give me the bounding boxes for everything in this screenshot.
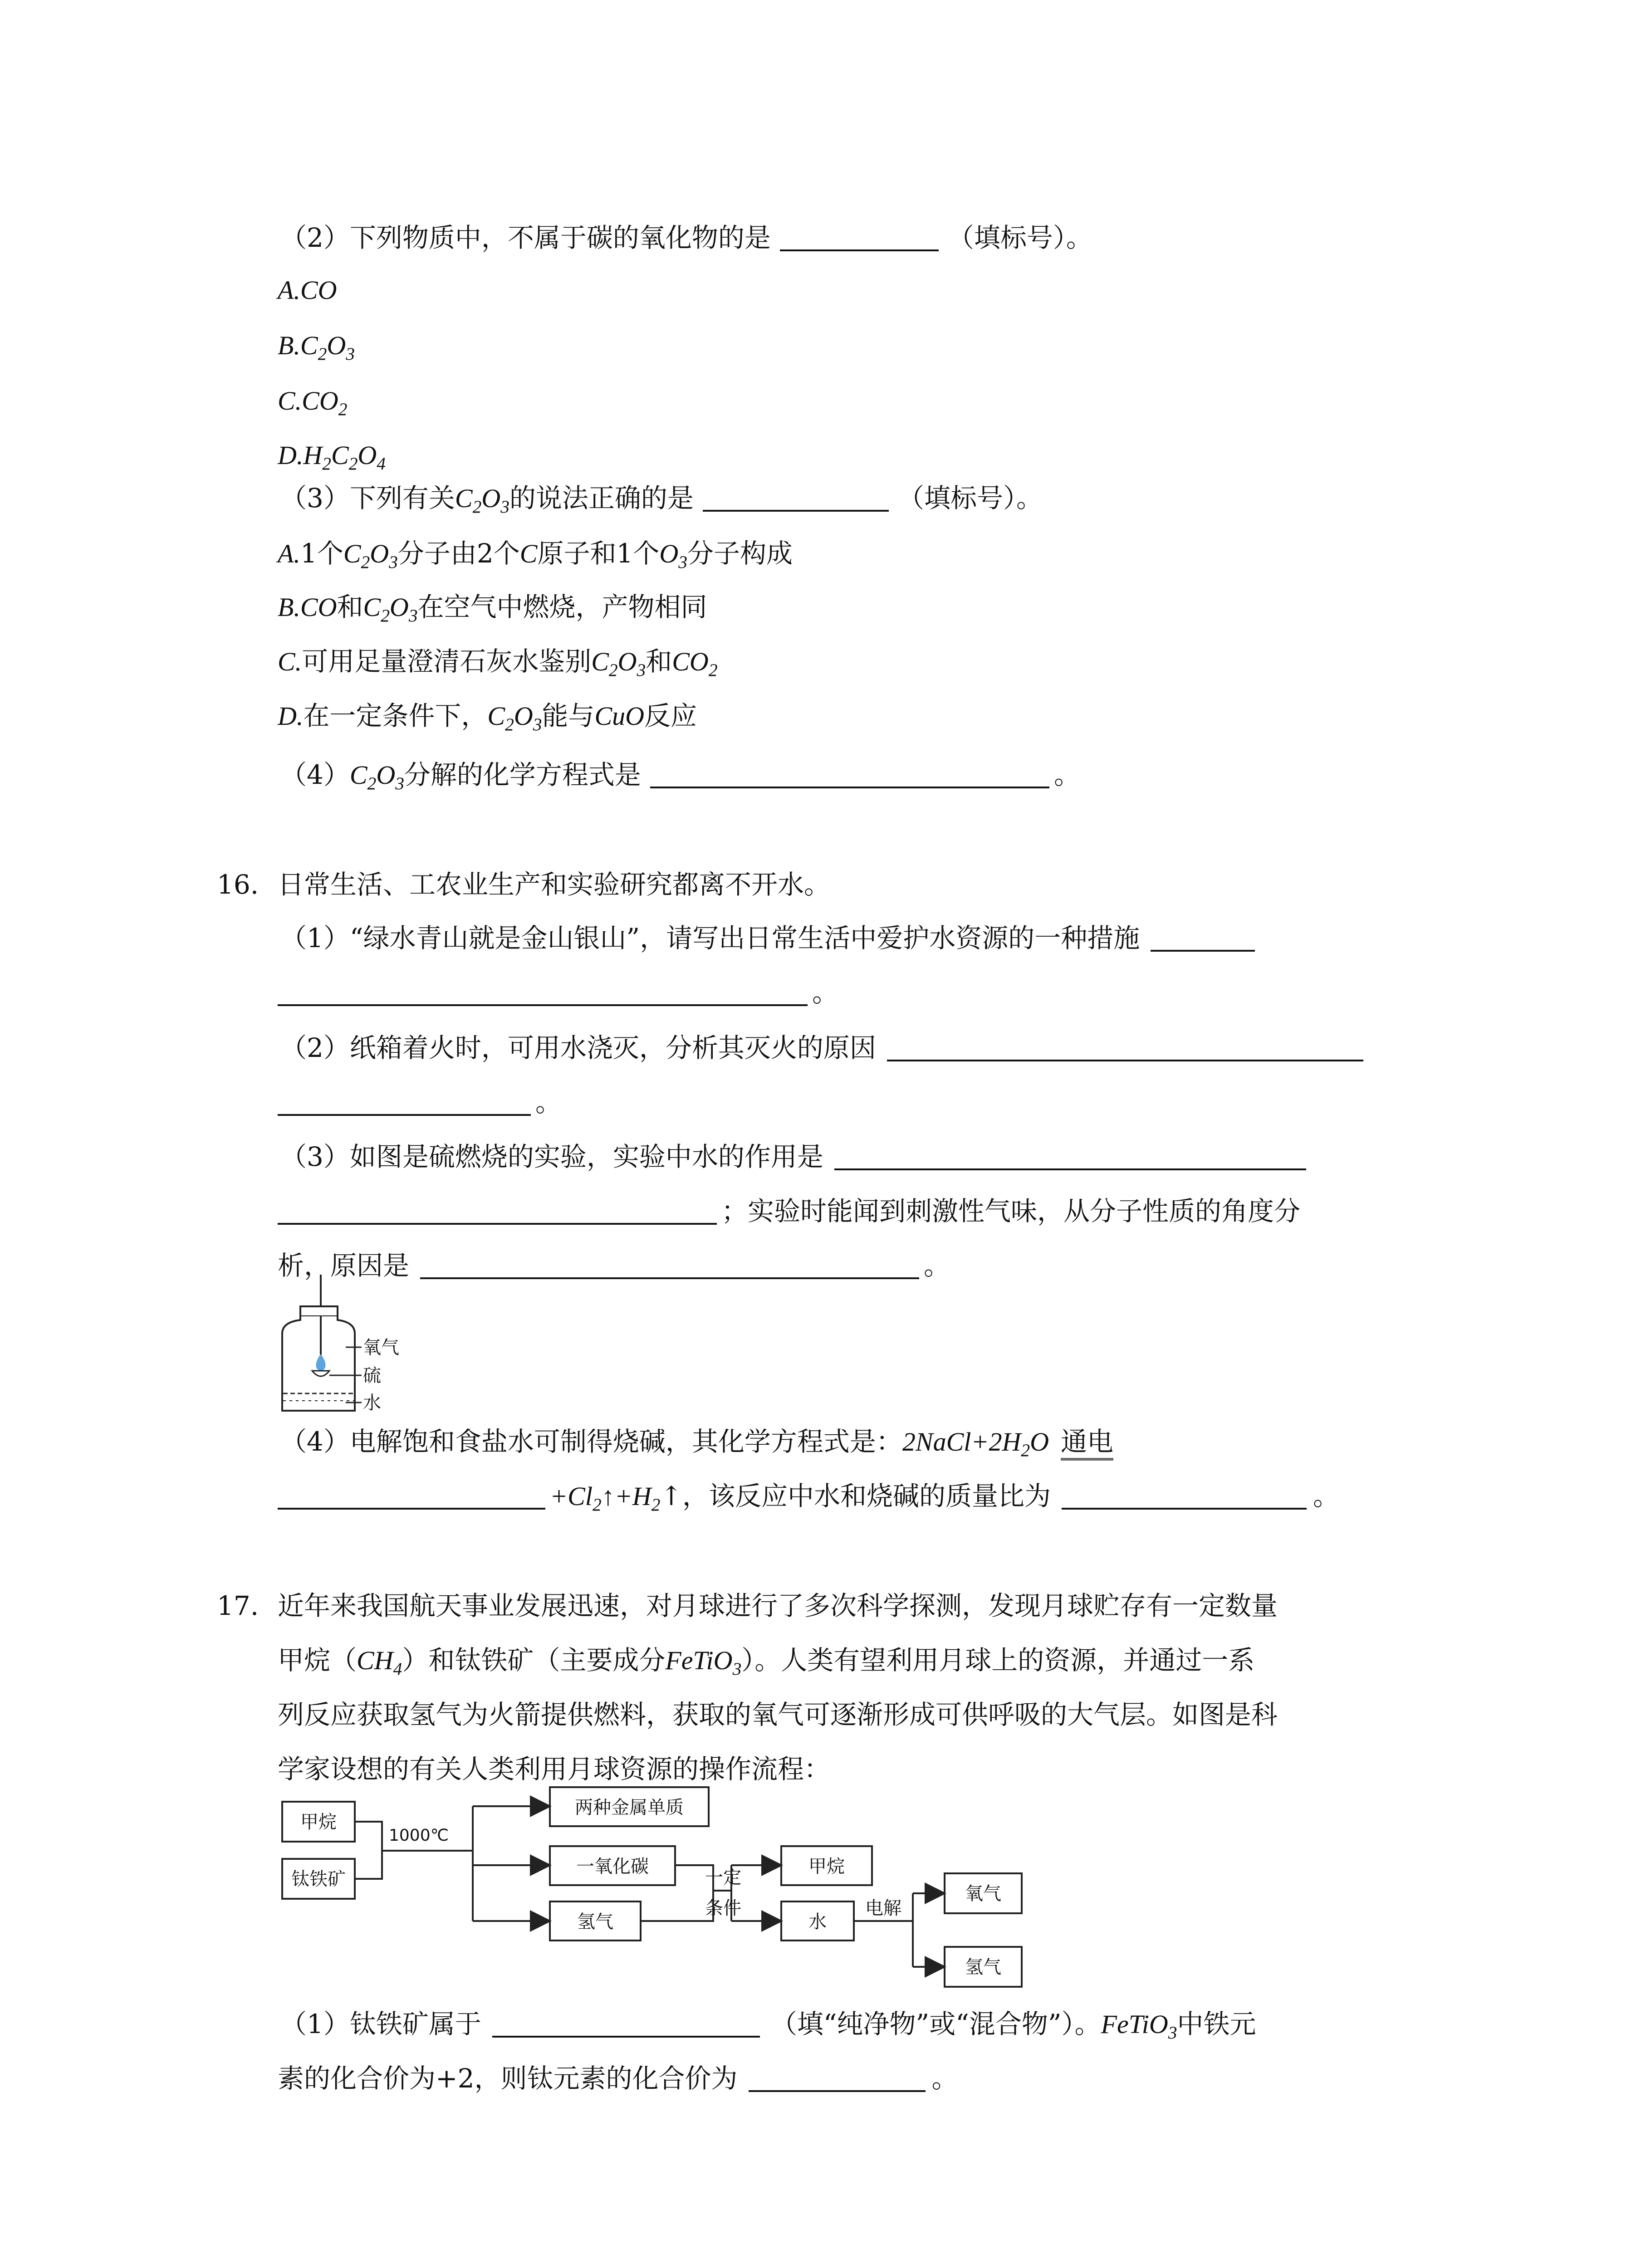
label-co: 一氧化碳	[576, 1856, 649, 1877]
q16-part2-line1	[280, 1030, 1363, 1066]
subscript: 2	[318, 343, 327, 364]
answer-blank[interactable]	[420, 1251, 919, 1279]
text: （3）如图是硫燃烧的实验，实验中水的作用是	[280, 1141, 823, 1172]
text: 。	[812, 977, 839, 1008]
text: 原子和1个	[537, 538, 660, 569]
text: 能与	[542, 700, 595, 731]
subscript: 2	[348, 453, 358, 474]
q15-part2-stem: （2）下列物质中，不属于碳的氧化物的是	[280, 222, 771, 253]
text: 反应	[644, 700, 697, 731]
subscript: 2	[338, 399, 348, 419]
text: 2NaCl+2H	[902, 1427, 1021, 1457]
text: 1个	[300, 538, 343, 569]
subscript: 3	[346, 343, 355, 364]
label-water: 水	[808, 1911, 827, 1932]
answer-blank[interactable]	[278, 1481, 545, 1510]
text: O	[1030, 1427, 1049, 1457]
text: C	[331, 440, 349, 470]
subscript: 4	[393, 1658, 402, 1679]
q15-option-c	[278, 383, 347, 419]
text: （4）	[280, 759, 350, 790]
answer-blank[interactable]	[650, 760, 1049, 788]
q16-number: 16.	[217, 869, 259, 900]
text: 。	[1053, 759, 1080, 790]
answer-blank[interactable]	[278, 978, 808, 1006]
subscript: 2	[1021, 1440, 1030, 1460]
text: 和	[646, 646, 672, 677]
label-sulfur: 硫	[363, 1365, 381, 1386]
text: 。	[1313, 1481, 1340, 1511]
answer-blank[interactable]	[278, 1088, 531, 1116]
text: C.	[278, 647, 302, 676]
label-methane-2: 甲烷	[808, 1856, 845, 1877]
q17-line2	[278, 1642, 1254, 1678]
text: （2）纸箱着火时，可用水浇灭，分析其灭火的原因	[280, 1032, 876, 1063]
text: FeTiO	[665, 1646, 733, 1675]
text: 析，原因是	[278, 1250, 410, 1281]
text: O	[358, 440, 377, 470]
text: C.CO	[278, 386, 338, 415]
text: D.H	[278, 440, 323, 470]
answer-blank[interactable]	[703, 484, 889, 512]
text: ↑+H	[601, 1481, 652, 1511]
q17-line3: 列反应获取氢气为火箭提供燃料，获取的氧气可逐渐形成可供呼吸的大气层。如图是科	[278, 1699, 1278, 1730]
text: 甲烷（	[278, 1645, 357, 1676]
q15-option-b	[278, 327, 355, 364]
formula-c2o3: $C_2O_3$	[591, 647, 646, 680]
text: ↑，该反应中水和烧碱的质量比为	[660, 1481, 1051, 1511]
answer-blank[interactable]	[278, 1197, 717, 1225]
subscript: 4	[377, 453, 386, 474]
q15-part3-option-d	[278, 698, 697, 734]
text: 。	[931, 2063, 958, 2094]
label-water: 水	[363, 1393, 381, 1413]
q17-line4: 学家设想的有关人类利用月球资源的操作流程：	[278, 1754, 831, 1784]
label-methane: 甲烷	[300, 1812, 337, 1833]
text: FeTiO	[1101, 2009, 1168, 2039]
formula-fetio3	[1101, 2009, 1177, 2043]
subscript: 2	[651, 1494, 661, 1515]
text: （1）钛铁矿属于	[280, 2009, 481, 2039]
q15-part3-option-c	[278, 643, 718, 679]
text: 和	[337, 591, 363, 622]
text: ）和钛铁矿（主要成分	[402, 1645, 666, 1676]
text: 分子构成	[687, 538, 793, 569]
subscript: 2	[322, 453, 331, 474]
formula-c: C	[519, 539, 538, 568]
formula-c2o3: $C_2O_3$	[349, 760, 404, 793]
text: D.	[278, 701, 304, 731]
text: 中铁元	[1177, 2009, 1256, 2039]
text: （填标号）。	[897, 483, 1043, 513]
formula-c2o3: $C_2O_3$	[455, 484, 509, 517]
label-metals: 两种金属单质	[575, 1797, 684, 1818]
label-condition-1: 一定	[705, 1867, 741, 1888]
q16-part1-line2	[278, 974, 838, 1011]
answer-blank[interactable]	[1151, 924, 1255, 952]
q17-part1-line1	[280, 2006, 1256, 2042]
q17-part1-line2	[278, 2060, 958, 2097]
text: 。	[924, 1250, 950, 1281]
text: ）。人类有望利用月球上的资源，并通过一系	[741, 1645, 1255, 1676]
label-oxygen: 氧气	[363, 1337, 399, 1358]
label-condition-2: 条件	[705, 1898, 741, 1919]
formula-c2o3: $C_2O_3$	[487, 701, 542, 734]
subscript: 2	[592, 1494, 602, 1515]
q15-part2-tail: （填标号）。	[947, 222, 1092, 253]
equation-left	[902, 1427, 1049, 1460]
text: 在一定条件下，	[303, 700, 488, 731]
text: 分解的化学方程式是	[404, 759, 641, 790]
q15-part4-line	[280, 757, 1080, 793]
q15-part3-option-b	[278, 589, 707, 625]
q16-part2-line2	[278, 1084, 562, 1120]
q17-line1: 近年来我国航天事业发展迅速，对月球进行了多次科学探测，发现月球贮存有一定数量	[278, 1590, 1278, 1621]
label-hydrogen-2: 氢气	[965, 1957, 1001, 1978]
text: B.C	[278, 331, 318, 360]
text: B.CO	[278, 592, 337, 622]
formula-c2o3: $C_2O_3$	[363, 592, 418, 626]
formula-fetio3	[665, 1646, 742, 1679]
label-ilmenite: 钛铁矿	[291, 1869, 346, 1890]
q16-stem: 日常生活、工农业生产和实验研究都离不开水。	[278, 869, 831, 900]
q17-number: 17.	[217, 1590, 259, 1621]
text: （填“纯净物”或“混合物”）。	[770, 2009, 1101, 2039]
subscript: 3	[1168, 2022, 1177, 2043]
text: 可用足量澄清石灰水鉴别	[302, 646, 592, 677]
answer-blank[interactable]	[492, 2009, 760, 2038]
text: 的说法正确的是	[509, 483, 694, 513]
q15-part3-line	[280, 480, 1043, 516]
formula-o3: $O_3$	[659, 539, 687, 572]
text: （3）下列有关	[280, 483, 455, 513]
q15-part3-option-a	[278, 535, 793, 572]
bottle-stopper	[300, 1306, 338, 1316]
text: ；实验时能闻到刺激性气味，从分子性质的角度分	[721, 1196, 1301, 1227]
answer-blank[interactable]	[1062, 1481, 1307, 1510]
text: 。	[535, 1087, 562, 1118]
answer-blank[interactable]	[887, 1033, 1363, 1061]
formula-ch4	[357, 1646, 402, 1679]
text: +Cl	[550, 1481, 593, 1511]
label-oxygen: 氧气	[965, 1883, 1001, 1904]
q16-part4-line1	[280, 1423, 1113, 1460]
formula-cuo: CuO	[594, 701, 645, 731]
formula-co2: $CO_2$	[672, 647, 718, 680]
text: A.	[278, 539, 300, 568]
q16-part1-line1	[280, 920, 1255, 956]
lunar-resource-flowchart	[278, 1783, 1049, 1991]
bracket-inputs	[355, 1822, 382, 1879]
label-hydrogen: 氢气	[577, 1911, 613, 1932]
text: 素的化合价为+2，则钛元素的化合价为	[278, 2063, 738, 2094]
text: （4）电解饱和食盐水可制得烧碱，其化学方程式是：	[280, 1426, 902, 1457]
text: 在空气中燃烧，产物相同	[417, 591, 707, 622]
label-temperature: 1000℃	[389, 1826, 449, 1845]
q16-part4-line2	[278, 1478, 1339, 1514]
q15-part2-line	[280, 220, 1092, 256]
sulfur-combustion-figure	[278, 1275, 405, 1420]
formula-c2o3: $C_2O_3$	[343, 539, 398, 572]
text: O	[327, 331, 346, 360]
text: CH	[357, 1646, 393, 1675]
subscript: 3	[732, 1658, 742, 1679]
q16-part3-line2	[278, 1193, 1300, 1229]
q15-option-a: A.CO	[278, 275, 337, 305]
q15-option-d	[278, 437, 386, 474]
text: 分子由2个	[397, 538, 520, 569]
q16-part3-line1	[280, 1139, 1306, 1175]
answer-blank[interactable]	[834, 1142, 1306, 1170]
text: （1）“绿水青山就是金山银山”，请写出日常生活中爱护水资源的一种措施	[280, 923, 1140, 953]
answer-blank[interactable]	[780, 223, 939, 251]
label-electrolysis: 电解	[865, 1898, 901, 1919]
reaction-condition: 通电	[1061, 1426, 1114, 1457]
answer-blank[interactable]	[749, 2064, 926, 2092]
